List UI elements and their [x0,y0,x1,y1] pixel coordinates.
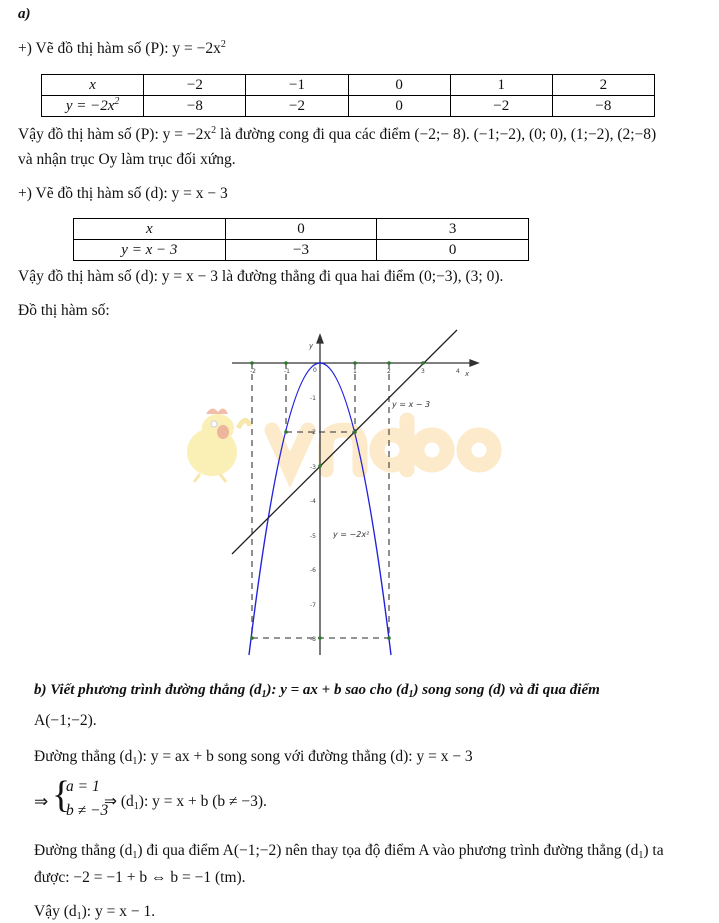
point-a-text: A(−1;−2). [34,712,97,729]
table-cell: 0 [348,96,450,117]
system-result [104,792,267,811]
system-eq-1: a = 1 [66,778,100,795]
table-cell: −2 [450,96,552,117]
line-conclusion: Vậy đồ thị hàm số (d): y = x − 3 là đường thẳng đi qua hai điểm (0;−3), (3; 0). [18,268,504,285]
part-b-heading [34,682,600,699]
final-answer [34,903,155,921]
substitution-statement [34,842,664,860]
parallel-statement [34,748,473,766]
table-cell: 3 [377,219,529,240]
svg-text:-1: -1 [284,368,290,375]
exponent: 2 [220,39,226,50]
svg-text:4: 4 [456,368,460,375]
exponent: 2 [211,125,217,136]
axes [232,335,478,655]
subscript: 1 [408,689,414,700]
svg-text:-1: -1 [310,395,316,402]
implies-symbol: ⇒ [34,792,49,811]
answer-text: ): y = x − 1. [81,903,156,920]
system-eq-2: b ≠ −3 [66,802,109,819]
subscript: 1 [261,689,267,700]
vndoc-logo-text [272,420,494,470]
table-cell: −2 [246,96,348,117]
subscript: 1 [133,801,139,812]
table-cell: 2 [552,75,654,96]
y-axis-label: y [309,342,314,350]
system-brace: { [52,774,71,816]
table-cell: −1 [246,75,348,96]
svg-text:0: 0 [313,367,317,374]
svg-text:3: 3 [421,368,425,375]
conclusion-text: Vậy đồ thị hàm số (P): y = −2x [18,126,212,143]
parabola-annotation: y = −2x² [333,530,370,539]
graph-heading: Đồ thị hàm số: [18,302,110,319]
subscript: 1 [132,850,138,861]
subscript: 1 [76,911,82,922]
table-cell: −8 [552,96,654,117]
x-axis-label: x [465,370,470,378]
result-text: ⇒ (d [104,793,134,810]
svg-text:1: 1 [353,368,357,375]
statement-text: Đường thẳng (d [34,842,133,859]
table-cell: 0 [225,219,377,240]
result-text: ): y = x + b (b ≠ −3). [138,793,267,810]
line-annotation: y = x − 3 [392,400,431,409]
table-cell: x [74,219,226,240]
svg-text:-8: -8 [310,636,316,643]
svg-text:-6: -6 [310,567,316,574]
chicken-mascot-icon [187,408,250,482]
table-cell: −8 [144,96,246,117]
subscript: 1 [132,756,138,767]
answer-text: Vậy (d [34,903,77,920]
parabola-symmetry-text: và nhận trục Oy làm trục đối xứng. [18,151,236,168]
svg-text:-2: -2 [250,368,256,375]
heading-text: ) song song (d) và đi qua điểm [413,682,600,698]
table-cell: y = x − 3 [74,240,226,261]
line-heading: +) Vẽ đồ thị hàm số (d): y = x − 3 [18,185,228,202]
parabola-heading-text: +) Vẽ đồ thị hàm số (P): y = −2x [18,40,221,57]
exponent: 2 [114,96,120,107]
statement-text: ) đi qua điểm A(−1;−2) nên thay tọa độ điểm A vào phương trình đường thẳng (d [137,842,639,859]
table-cell: 0 [348,75,450,96]
table-cell: 0 [377,240,529,261]
svg-text:2: 2 [387,368,391,375]
table-cell: x [42,75,144,96]
subscript: 1 [638,850,644,861]
statement-text: ): y = ax + b song song với đường thẳng (d): y = x − 3 [137,748,473,765]
table-cell: −3 [225,240,377,261]
substitution-result: được: −2 = −1 + b ⇔ b = −1 (tm). [34,869,246,886]
heading-text: ): y = ax + b sao cho (d [266,682,409,698]
svg-text:-5: -5 [310,533,316,540]
svg-text:-3: -3 [310,464,316,471]
statement-text: Đường thẳng (d [34,748,133,765]
svg-text:-7: -7 [310,602,316,609]
statement-text: ) ta [643,842,664,859]
y-axis-arrow-icon [317,335,323,343]
table-cell: −2 [144,75,246,96]
table-cell: 1 [450,75,552,96]
part-a-label: a) [18,6,31,22]
heading-text: b) Viết phương trình đường thẳng (d [34,682,262,698]
conclusion-text: là đường cong đi qua các điểm (−2;− 8). (−1;−2), (0; 0), (1;−2), (2;−8) [216,126,657,143]
x-axis-arrow-icon [470,360,478,366]
row-label: y = −2x [65,98,115,114]
svg-text:-4: -4 [310,498,316,505]
svg-text:-2: -2 [310,429,316,436]
